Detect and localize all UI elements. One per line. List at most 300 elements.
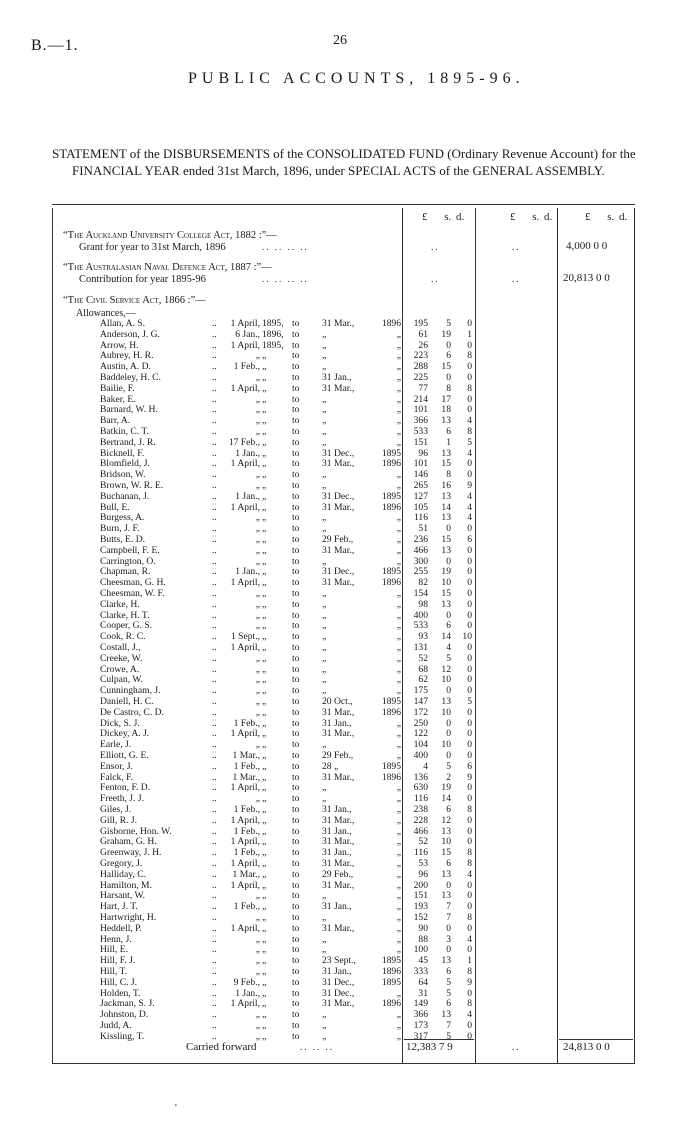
leader-dots: .. — [212, 555, 217, 567]
amount-shillings: 10 — [441, 706, 451, 718]
leader-dots: .. — [212, 912, 217, 923]
period-from-year: „ — [262, 469, 267, 481]
leader-dots: .. — [212, 998, 217, 1010]
period-to-word: to — [292, 847, 300, 859]
allowance-name: Bull, E. — [100, 501, 130, 513]
leader-dots: .. — [212, 836, 217, 848]
period-to-word: to — [292, 361, 300, 373]
period-from-year: „ — [262, 350, 267, 362]
act-title: “The Civil Service Act, 1866 :”— — [63, 295, 206, 306]
period-from: „ — [255, 663, 260, 675]
leader-dots: .. — [212, 361, 217, 373]
period-to: „ — [322, 339, 327, 351]
amount-pence: 0 — [467, 717, 472, 729]
amount-pounds: 98 — [418, 598, 428, 610]
period-from-year: „ — [262, 631, 267, 643]
leader-dots: .. — [212, 631, 217, 643]
amount-shillings: 6 — [446, 426, 451, 437]
amount-shillings: 4 — [446, 642, 451, 653]
amount-pounds: 172 — [413, 706, 428, 718]
period-to: „ — [322, 739, 327, 751]
period-to-year: 1895 — [381, 447, 401, 459]
period-from: „ — [255, 890, 260, 902]
amount-pounds: 200 — [413, 879, 428, 891]
period-to-year: „ — [396, 944, 401, 956]
amount-pounds: 131 — [413, 642, 428, 653]
amount-shillings: 1 — [446, 436, 451, 448]
amount-shillings: 5 — [446, 1030, 451, 1042]
allowance-name: Johnston, D. — [100, 1009, 149, 1021]
period-to-word: to — [292, 955, 300, 967]
page-number: 26 — [333, 33, 347, 48]
amount-pounds: 236 — [413, 534, 428, 545]
pound-symbol: £ — [585, 211, 591, 223]
period-to-year: „ — [396, 987, 401, 999]
amount-pence: 8 — [467, 804, 472, 815]
leader-dots: .. — [212, 804, 217, 815]
period-from: „ — [255, 793, 260, 805]
amount-pence: 0 — [467, 361, 472, 373]
allowance-name: Blomfield, J. — [100, 458, 150, 470]
period-to-year: 1896 — [381, 458, 401, 470]
pence-symbol: d. — [456, 211, 465, 223]
amount-pence: 0 — [467, 404, 472, 416]
amount-pounds: 127 — [413, 490, 428, 502]
period-to-year: „ — [396, 350, 401, 362]
period-from-year: „ — [262, 458, 267, 470]
period-to-word: to — [292, 879, 300, 891]
table-row — [0, 708, 700, 719]
amount-shillings: 5 — [446, 760, 451, 772]
amount-pounds: 104 — [413, 739, 428, 751]
amount-shillings: 3 — [446, 933, 451, 945]
amount-pence: 0 — [467, 944, 472, 956]
period-to-year: „ — [396, 372, 401, 383]
period-from-year: „ — [262, 685, 267, 697]
period-to-year: „ — [396, 1030, 401, 1042]
allowance-name: Hart, J. T. — [100, 901, 138, 913]
allowance-name: Bertrand, J. R. — [100, 436, 156, 448]
period-from-year: „ — [262, 922, 267, 934]
period-to-word: to — [292, 706, 300, 718]
leader-dots: .. — [212, 620, 217, 632]
amount-pence: 1 — [467, 328, 472, 340]
period-to-word: to — [292, 512, 300, 524]
amount-shillings: 13 — [441, 696, 451, 707]
period-to-year: „ — [396, 674, 401, 686]
amount-shillings: 13 — [441, 512, 451, 524]
period-to-year: „ — [396, 836, 401, 848]
period-to-word: to — [292, 976, 300, 988]
period-to-word: to — [292, 998, 300, 1010]
period-to-year: „ — [396, 480, 401, 491]
allowance-name: Greenway, J. H. — [100, 847, 162, 859]
amount-pounds: 96 — [418, 447, 428, 459]
amount-shillings: 13 — [441, 415, 451, 427]
period-to-year: „ — [396, 814, 401, 826]
period-to-word: to — [292, 577, 300, 589]
amount-pence: 0 — [467, 987, 472, 999]
period-from: 1 April, — [230, 642, 260, 653]
period-to-word: to — [292, 436, 300, 448]
period-to-word: to — [292, 944, 300, 956]
amount-pounds: 45 — [418, 955, 428, 967]
leader-dots: .. — [212, 469, 217, 481]
allowance-name: Costall, J., — [100, 642, 141, 653]
table-row — [0, 978, 700, 989]
period-from-year: „ — [262, 404, 267, 416]
act-amount: 20,813 0 0 — [563, 272, 610, 284]
act-naval-defence — [63, 262, 272, 286]
period-from: „ — [255, 966, 260, 977]
leader-dots: .. — [512, 1042, 521, 1052]
period-from-year: „ — [262, 393, 267, 405]
period-to: 31 Jan., — [322, 966, 352, 977]
period-from-year: „ — [262, 771, 267, 783]
shilling-symbol: s. — [444, 211, 452, 223]
period-to-year: „ — [396, 642, 401, 653]
period-to: „ — [322, 523, 327, 535]
period-from: 1 April, — [230, 922, 260, 934]
period-to-word: to — [292, 555, 300, 567]
leader-dots: .. — [212, 415, 217, 427]
amount-pounds: 68 — [418, 663, 428, 675]
carried-forward-label: Carried forward — [186, 1041, 257, 1053]
period-to: „ — [322, 1030, 327, 1042]
period-from-year: 1895, — [262, 339, 284, 351]
shilling-symbol: s. — [532, 211, 540, 223]
period-to: „ — [322, 350, 327, 362]
period-to-word: to — [292, 415, 300, 427]
amount-pounds: 173 — [413, 1020, 428, 1031]
period-to: 29 Feb., — [322, 534, 354, 545]
amount-shillings: 15 — [441, 534, 451, 545]
period-to: „ — [322, 555, 327, 567]
period-to: 28 „ — [322, 760, 339, 772]
period-to-year: „ — [396, 436, 401, 448]
period-to: 20 Oct., — [322, 696, 353, 707]
period-to-year: „ — [396, 901, 401, 913]
period-to-word: to — [292, 933, 300, 945]
leader-dots: .. — [212, 447, 217, 459]
table-row — [0, 762, 700, 773]
period-from-year: 1895, — [262, 318, 284, 329]
amount-pence: 0 — [467, 825, 472, 837]
period-from: „ — [255, 912, 260, 923]
period-from-year: „ — [262, 879, 267, 891]
period-to: 29 Feb., — [322, 750, 354, 761]
leader-dots: .. — [212, 318, 217, 329]
allowance-name: Allan, A. S. — [100, 318, 146, 329]
period-to-year: „ — [396, 728, 401, 740]
period-from-year: „ — [262, 620, 267, 632]
amount-pounds: 93 — [418, 631, 428, 643]
period-from-year: „ — [262, 933, 267, 945]
amount-pounds: 154 — [413, 588, 428, 599]
allowance-name: Anderson, J. G. — [100, 328, 160, 340]
period-to-year: „ — [396, 858, 401, 869]
allowance-name: Batkin, C. T. — [100, 426, 149, 437]
period-to-word: to — [292, 922, 300, 934]
amount-pounds: 90 — [418, 922, 428, 934]
amount-pence: 5 — [467, 696, 472, 707]
allowance-name: Daniell, H. C. — [100, 696, 154, 707]
period-to: 31 Mar., — [322, 458, 355, 470]
period-from-year: „ — [262, 955, 267, 967]
allowance-name: Henn, J. — [100, 933, 132, 945]
amount-pounds: 250 — [413, 717, 428, 729]
period-to-word: to — [292, 663, 300, 675]
amount-shillings: 12 — [441, 814, 451, 826]
amount-pounds: 193 — [413, 901, 428, 913]
amount-shillings: 12 — [441, 663, 451, 675]
amount-pence: 1 — [467, 955, 472, 967]
period-to-year: „ — [396, 631, 401, 643]
period-to-year: 1895 — [381, 955, 401, 967]
period-from-year: „ — [262, 782, 267, 794]
period-to-year: 1896 — [381, 966, 401, 977]
leader-dots: .. — [212, 814, 217, 826]
period-from-year: „ — [262, 609, 267, 621]
amount-shillings: 8 — [446, 382, 451, 394]
leader-dots: .. — [212, 760, 217, 772]
period-to-year: „ — [396, 847, 401, 859]
period-to: „ — [322, 404, 327, 416]
amount-pounds: 136 — [413, 771, 428, 783]
amount-shillings: 14 — [441, 631, 451, 643]
period-from: „ — [255, 944, 260, 956]
period-to-word: to — [292, 490, 300, 502]
table-top-rule — [52, 204, 635, 205]
allowance-name: Hill, T. — [100, 966, 128, 977]
amount-shillings: 0 — [446, 609, 451, 621]
leader-dots: .. — [512, 274, 521, 284]
amount-shillings: 0 — [446, 750, 451, 761]
allowances-label: Allowances,— — [76, 308, 136, 319]
period-to-word: to — [292, 642, 300, 653]
period-from: 1 Feb., — [233, 804, 260, 815]
amount-pence: 0 — [467, 372, 472, 383]
amount-pence: 0 — [467, 782, 472, 794]
amount-pounds: 101 — [413, 404, 428, 416]
period-to: „ — [322, 415, 327, 427]
period-from-year: „ — [262, 847, 267, 859]
period-to-year: „ — [396, 426, 401, 437]
amount-pence: 0 — [467, 685, 472, 697]
period-to-word: to — [292, 825, 300, 837]
period-to-year: „ — [396, 804, 401, 815]
amount-shillings: 6 — [446, 620, 451, 632]
allowance-name: Bailie, F. — [100, 382, 135, 394]
amount-shillings: 8 — [446, 469, 451, 481]
amount-pence: 4 — [467, 447, 472, 459]
amount-pence: 0 — [467, 814, 472, 826]
period-from: „ — [255, 696, 260, 707]
amount-pence: 0 — [467, 642, 472, 653]
period-to-word: to — [292, 631, 300, 643]
amount-pence: 9 — [467, 480, 472, 491]
amount-pence: 4 — [467, 1009, 472, 1021]
amount-pence: 0 — [467, 793, 472, 805]
amount-shillings: 7 — [446, 901, 451, 913]
amount-pounds: 122 — [413, 728, 428, 740]
allowance-name: Barr, A. — [100, 415, 131, 427]
period-to-word: to — [292, 728, 300, 740]
amount-pounds: 400 — [413, 750, 428, 761]
table-row — [0, 654, 700, 665]
allowance-name: Giles, J. — [100, 804, 132, 815]
table-row — [0, 816, 700, 827]
period-to-word: to — [292, 685, 300, 697]
period-from: 1 Feb., — [233, 847, 260, 859]
period-from-year: „ — [262, 825, 267, 837]
period-to-year: „ — [396, 523, 401, 535]
period-to-year: 1895 — [381, 696, 401, 707]
period-from-year: „ — [262, 361, 267, 373]
leader-dots: .. — [212, 955, 217, 967]
period-to-year: „ — [396, 868, 401, 880]
period-from: „ — [255, 1020, 260, 1031]
amount-pounds: 116 — [413, 847, 428, 859]
amount-pounds: 82 — [418, 577, 428, 589]
leader-dots: .. — [212, 393, 217, 405]
amount-pence: 6 — [467, 534, 472, 545]
period-to-year: 1896 — [381, 771, 401, 783]
amount-shillings: 19 — [441, 782, 451, 794]
period-from-year: „ — [262, 750, 267, 761]
period-from-year: „ — [262, 804, 267, 815]
amount-shillings: 0 — [446, 372, 451, 383]
period-from-year: „ — [262, 490, 267, 502]
period-to-word: to — [292, 318, 300, 329]
table-row — [0, 438, 700, 449]
amount-pence: 6 — [467, 760, 472, 772]
allowance-name: Graham, G. H. — [100, 836, 157, 848]
period-from-year: „ — [262, 447, 267, 459]
allowance-name: De Castro, C. D. — [100, 706, 164, 718]
period-from: 1 Mar., — [232, 750, 260, 761]
period-to-word: to — [292, 717, 300, 729]
amount-pence: 0 — [467, 620, 472, 632]
period-to-word: to — [292, 793, 300, 805]
amount-pence: 0 — [467, 890, 472, 902]
amount-shillings: 5 — [446, 652, 451, 664]
allowance-name: Brown, W. R. E. — [100, 480, 164, 491]
leader-dots: .. — [212, 847, 217, 859]
leader-dots: .. — [212, 598, 217, 610]
period-from: „ — [255, 534, 260, 545]
amount-pence: 8 — [467, 912, 472, 923]
period-to-word: to — [292, 652, 300, 664]
period-from: „ — [255, 1009, 260, 1021]
period-to-word: to — [292, 339, 300, 351]
amount-pounds: 146 — [413, 469, 428, 481]
carried-forward-total-3: 24,813 0 0 — [563, 1041, 610, 1053]
period-from: 1 April, — [230, 577, 260, 589]
leader-dots: .. — [212, 696, 217, 707]
leader-dots: .. — [212, 566, 217, 578]
amount-pounds: 100 — [413, 944, 428, 956]
period-to-year: 1896 — [381, 501, 401, 513]
period-to-word: to — [292, 987, 300, 999]
amount-pence: 4 — [467, 512, 472, 524]
period-to: 31 Mar., — [322, 836, 355, 848]
amount-shillings: 14 — [441, 793, 451, 805]
period-to: „ — [322, 436, 327, 448]
amount-shillings: 16 — [441, 480, 451, 491]
leader-dots: .. — [212, 782, 217, 794]
period-to-year: „ — [396, 750, 401, 761]
period-to: 29 Feb., — [322, 868, 354, 880]
amount-pence: 0 — [467, 652, 472, 664]
period-to-word: to — [292, 696, 300, 707]
period-from: „ — [255, 609, 260, 621]
table-row — [0, 924, 700, 935]
leader-dots: .. — [212, 706, 217, 718]
period-from: 1 Feb., — [233, 901, 260, 913]
period-from: „ — [255, 598, 260, 610]
act-detail: Contribution for year 1895-96 — [79, 274, 206, 285]
period-to-word: to — [292, 328, 300, 340]
period-to: 31 Mar., — [322, 879, 355, 891]
amount-shillings: 6 — [446, 804, 451, 815]
amount-pounds: 105 — [413, 501, 428, 513]
period-from: „ — [255, 393, 260, 405]
period-to: 23 Sept., — [322, 955, 356, 967]
period-from-year: „ — [262, 534, 267, 545]
period-from: „ — [255, 706, 260, 718]
period-to-year: „ — [396, 588, 401, 599]
period-to-word: to — [292, 469, 300, 481]
period-to-word: to — [292, 804, 300, 815]
period-from-year: „ — [262, 728, 267, 740]
allowance-name: Fenton, F. D. — [100, 782, 151, 794]
allowance-name: Arrow, H. — [100, 339, 139, 351]
allowance-name: Harsant, W. — [100, 890, 146, 902]
amount-shillings: 0 — [446, 685, 451, 697]
period-from: „ — [255, 620, 260, 632]
amount-pounds: 62 — [418, 674, 428, 686]
amount-pounds: 265 — [413, 480, 428, 491]
amount-shillings: 0 — [446, 728, 451, 740]
period-from: 1 Feb., — [233, 825, 260, 837]
amount-pence: 0 — [467, 1030, 472, 1042]
pound-symbol: £ — [510, 211, 516, 223]
amount-pounds: 151 — [413, 890, 428, 902]
period-from: 1 April, — [230, 858, 260, 869]
allowance-name: Ensor, J. — [100, 760, 133, 772]
allowance-name: Dick, S. J. — [100, 717, 140, 729]
period-to-year: 1896 — [381, 318, 401, 329]
period-to-word: to — [292, 814, 300, 826]
period-from-year: „ — [262, 426, 267, 437]
period-from-year: „ — [262, 674, 267, 686]
table-row — [0, 384, 700, 395]
amount-pounds: 317 — [413, 1030, 428, 1042]
amount-shillings: 13 — [441, 890, 451, 902]
period-to-word: to — [292, 868, 300, 880]
leader-dots: .. — [212, 868, 217, 880]
amount-pence: 9 — [467, 976, 472, 988]
amount-pence: 8 — [467, 847, 472, 859]
period-to-year: „ — [396, 1020, 401, 1031]
period-to-year: „ — [396, 739, 401, 751]
period-to-word: to — [292, 750, 300, 761]
period-to-year: „ — [396, 912, 401, 923]
allowance-name: Chapman, R. — [100, 566, 151, 578]
leader-dots: .. — [212, 728, 217, 740]
leader-dots: .. — [212, 426, 217, 437]
